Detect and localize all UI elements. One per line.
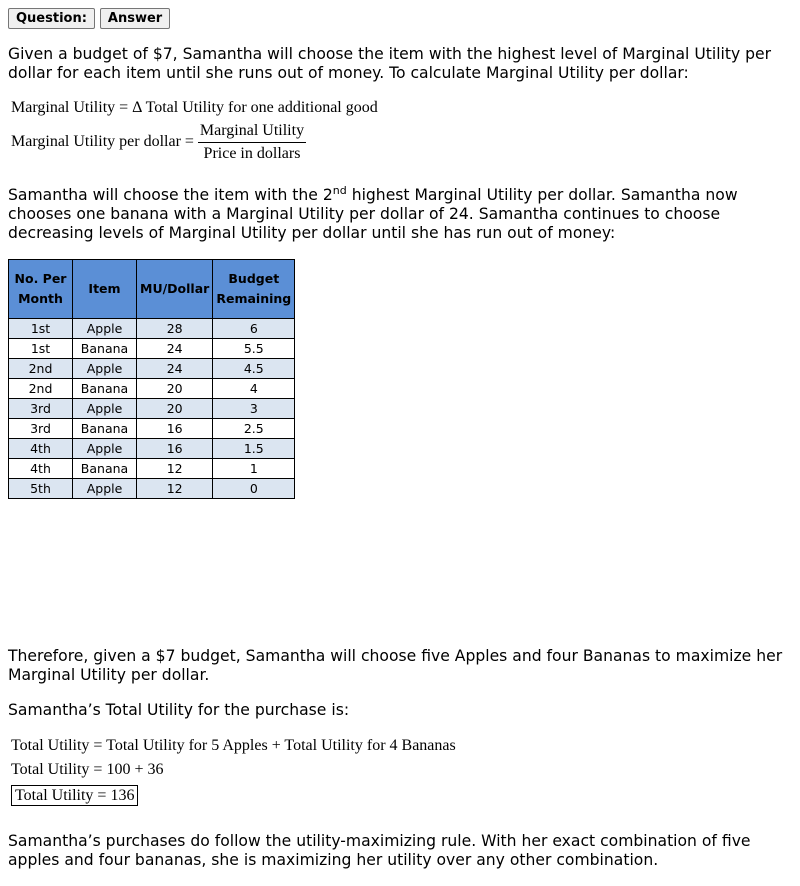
row-no-cell: 1st [9, 339, 73, 359]
table-row [9, 379, 295, 399]
formula-lhs: Marginal Utility per dollar = [11, 133, 194, 151]
para2-after: highest Marginal Utility per dollar. Samantha now chooses one banana with a Marginal Utility per dollar of 24. Samantha continues to choose decreasing levels of Marginal Utility per dollar until she has run out of money: [8, 186, 738, 242]
fraction-numerator: Marginal Utility [198, 122, 306, 143]
row-budget-cell: 6 [213, 319, 295, 339]
table-row [9, 359, 295, 379]
row-mu-cell: 16 [137, 439, 213, 459]
row-no-cell: 1st [9, 319, 73, 339]
conclusion-paragraph: Therefore, given a $7 budget, Samantha will choose five Apples and four Bananas to maximize her Marginal Utility per dollar. [8, 647, 783, 684]
table-header-row [9, 260, 295, 319]
table-row [9, 479, 295, 499]
row-mu-cell: 24 [137, 339, 213, 359]
row-no-cell: 2nd [9, 379, 73, 399]
row-mu-cell: 16 [137, 419, 213, 439]
header-budget-remaining: Budget Remaining [213, 260, 295, 319]
row-item-cell: Apple [73, 439, 137, 459]
row-item-cell: Apple [73, 359, 137, 379]
tab-bar [8, 8, 170, 29]
row-mu-cell: 20 [137, 399, 213, 419]
row-mu-cell: 24 [137, 359, 213, 379]
table-row [9, 399, 295, 419]
row-budget-cell: 4 [213, 379, 295, 399]
mu-per-dollar-formula [11, 122, 306, 163]
fraction-denominator: Price in dollars [203, 145, 301, 162]
fraction [198, 122, 306, 163]
total-utility-result [11, 787, 138, 805]
row-budget-cell: 4.5 [213, 359, 295, 379]
row-no-cell: 4th [9, 439, 73, 459]
header-item: Item [73, 260, 137, 319]
total-utility-formula-2: Total Utility = 100 + 36 [11, 761, 164, 778]
row-item-cell: Apple [73, 399, 137, 419]
row-mu-cell: 20 [137, 379, 213, 399]
row-budget-cell: 0 [213, 479, 295, 499]
table-body [9, 319, 295, 499]
second-paragraph [8, 183, 792, 243]
row-item-cell: Banana [73, 339, 137, 359]
final-paragraph: Samantha’s purchases do follow the utility-maximizing rule. With her exact combination of five apples and four bananas, she is maximizing her utility over any other combination. [8, 832, 751, 869]
row-budget-cell: 2.5 [213, 419, 295, 439]
row-item-cell: Apple [73, 319, 137, 339]
row-no-cell: 5th [9, 479, 73, 499]
table-row [9, 319, 295, 339]
table-row [9, 419, 295, 439]
row-item-cell: Banana [73, 419, 137, 439]
row-budget-cell: 5.5 [213, 339, 295, 359]
row-budget-cell: 3 [213, 399, 295, 419]
row-mu-cell: 28 [137, 319, 213, 339]
row-no-cell: 4th [9, 459, 73, 479]
total-utility-formula-1: Total Utility = Total Utility for 5 Apples + Total Utility for 4 Bananas [11, 737, 456, 754]
total-utility-result-box: Total Utility = 136 [11, 785, 138, 806]
total-utility-intro: Samantha’s Total Utility for the purchase is: [8, 701, 350, 719]
row-mu-cell: 12 [137, 459, 213, 479]
para2-superscript: nd [332, 183, 347, 197]
row-no-cell: 3rd [9, 399, 73, 419]
row-budget-cell: 1.5 [213, 439, 295, 459]
mu-table [8, 259, 295, 499]
answer-tab[interactable]: Answer [100, 8, 170, 29]
marginal-utility-formula: Marginal Utility = Δ Total Utility for one additional good [11, 99, 378, 116]
table-row [9, 339, 295, 359]
question-tab[interactable]: Question: [8, 8, 95, 29]
table-row [9, 459, 295, 479]
para2-before: Samantha will choose the item with the 2 [8, 186, 333, 204]
header-no-per-month: No. Per Month [9, 260, 73, 319]
row-no-cell: 2nd [9, 359, 73, 379]
row-no-cell: 3rd [9, 419, 73, 439]
row-item-cell: Banana [73, 459, 137, 479]
row-mu-cell: 12 [137, 479, 213, 499]
row-budget-cell: 1 [213, 459, 295, 479]
intro-paragraph: Given a budget of $7, Samantha will choose the item with the highest level of Marginal Utility per dollar for each item until she runs out of money. To calculate Marginal Utility per dollar: [8, 45, 772, 82]
row-item-cell: Banana [73, 379, 137, 399]
header-mu-dollar: MU/Dollar [137, 260, 213, 319]
row-item-cell: Apple [73, 479, 137, 499]
table-row [9, 439, 295, 459]
